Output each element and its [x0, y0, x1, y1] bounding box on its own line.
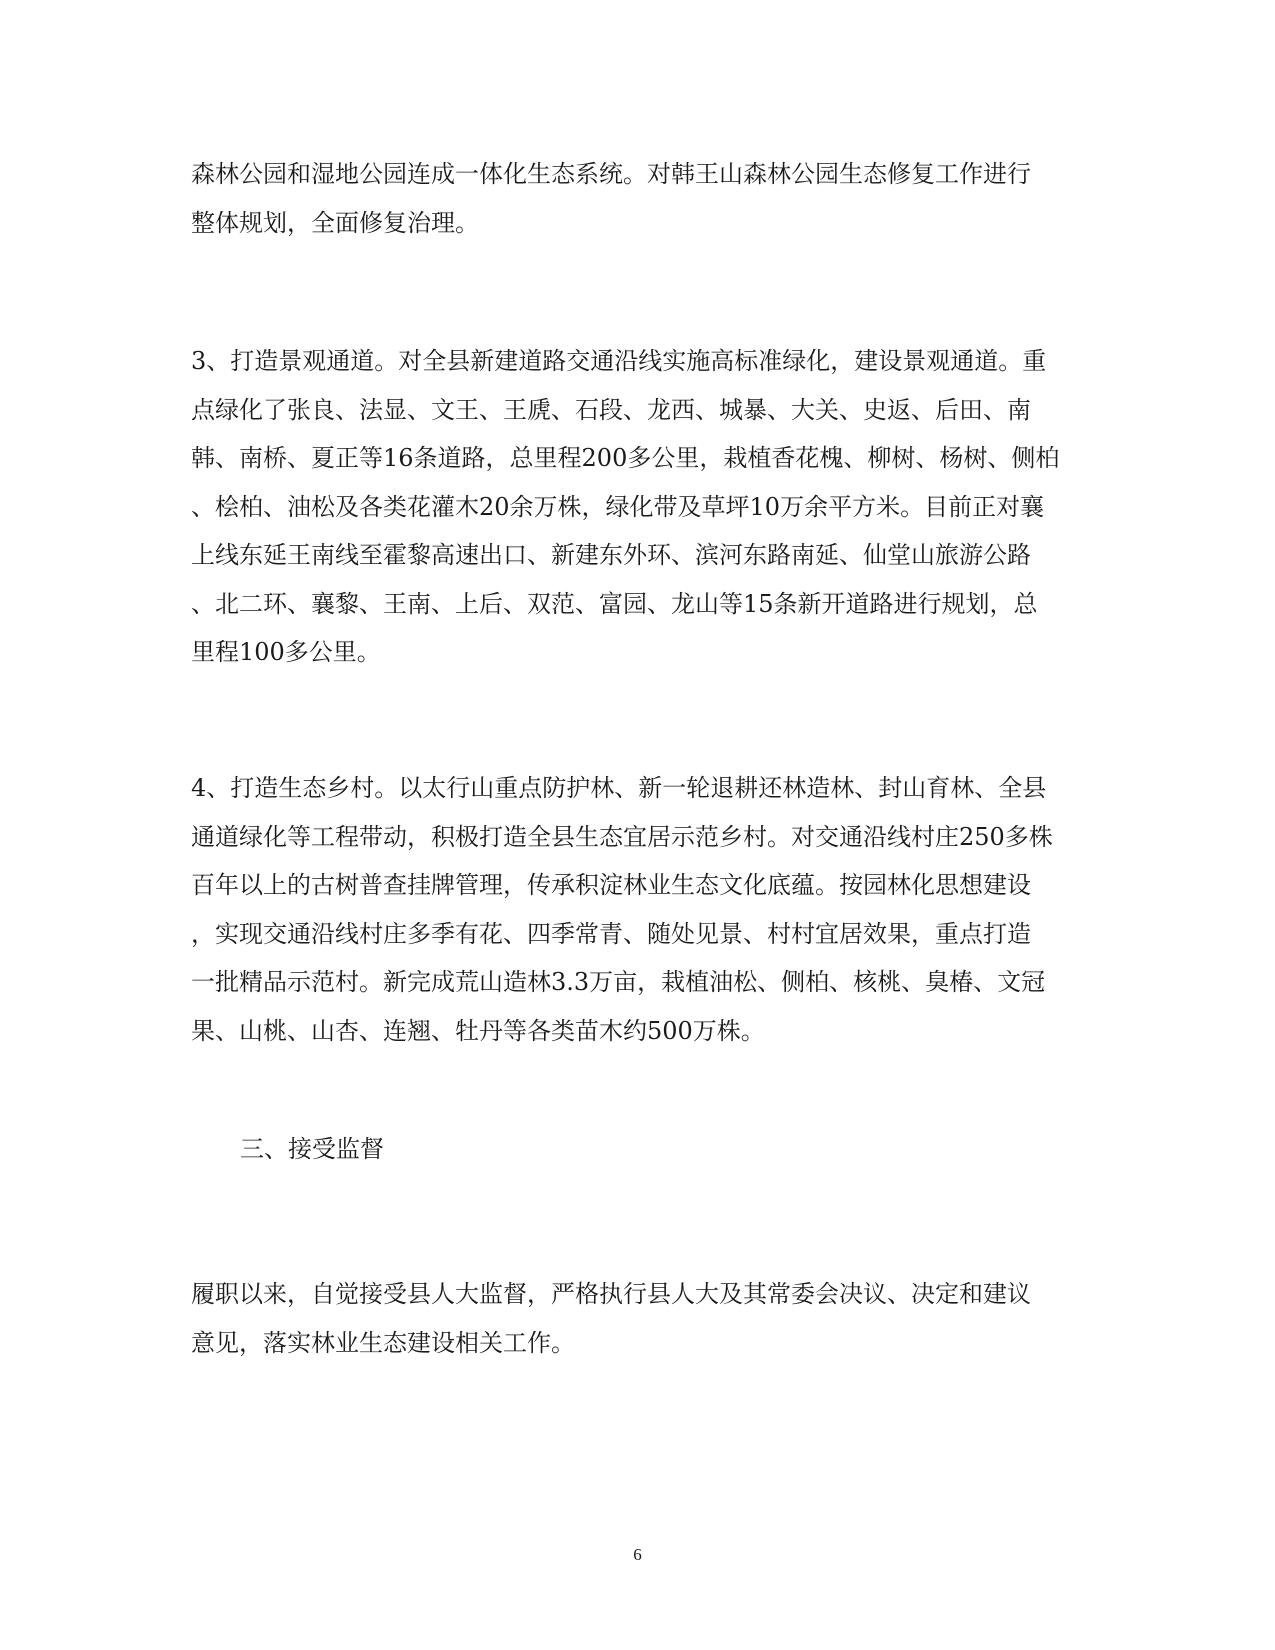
paragraph-landscape-corridor: [191, 337, 1081, 677]
paragraph-line: 、北二环、襄黎、王南、上后、双范、富园、龙山等15条新开道路进行规划，总: [191, 589, 1038, 618]
paragraph-line: 一批精品示范村。新完成荒山造林3.3万亩，栽植油松、侧柏、核桃、臭椿、文冠: [191, 968, 1046, 996]
paragraph-line: 百年以上的古树普查挂牌管理，传承积淀林业生态文化底蕴。按园林化思想建设: [191, 871, 1031, 899]
paragraph-line: 里程100多公里。: [191, 638, 381, 666]
section-heading: 三、接受监督: [240, 1135, 384, 1163]
paragraph-line: 、桧柏、油松及各类花灌木20余万株，绿化带及草坪10万余平方米。目前正对襄: [191, 492, 1045, 521]
paragraph-line: 履职以来，自觉接受县人大监督，严格执行县人大及其常委会决议、决定和建议: [191, 1280, 1031, 1308]
paragraph-line: 3、打造景观通道。对全县新建道路交通沿线实施高标准绿化，建设景观通道。重: [191, 347, 1047, 375]
paragraph-line: 通道绿化等工程带动，积极打造全县生态宜居示范乡村。对交通沿线村庄250多株: [191, 822, 1053, 851]
paragraph-line: 森林公园和湿地公园连成一体化生态系统。对韩王山森林公园生态修复工作进行: [191, 160, 1031, 188]
paragraph-line: 韩、南桥、夏正等16条道路，总里程200多公里，栽植香花槐、柳树、杨树、侧柏: [191, 444, 1060, 472]
paragraph-forest-park: [191, 150, 1081, 247]
paragraph-line: 上线东延王南线至霍黎高速出口、新建东外环、滨河东路南延、仙堂山旅游公路: [191, 541, 1031, 569]
paragraph-line: ，实现交通沿线村庄多季有花、四季常青、随处见景、村村宜居效果，重点打造: [191, 919, 1031, 948]
paragraph-line: 4、打造生态乡村。以太行山重点防护林、新一轮退耕还林造林、封山育林、全县: [191, 774, 1047, 802]
paragraph-supervision: [191, 1270, 1081, 1367]
paragraph-line: 整体规划，全面修复治理。: [191, 208, 479, 237]
paragraph-line: 果、山桃、山杏、连翘、牡丹等各类苗木约500万株。: [191, 1016, 765, 1045]
page-number: 6: [633, 1545, 642, 1564]
paragraph-line: 意见，落实林业生态建设相关工作。: [191, 1328, 575, 1357]
paragraph-ecological-village: [191, 764, 1081, 1055]
paragraph-line: 点绿化了张良、法显、文王、王虒、石段、龙西、城暴、大关、史返、后田、南: [191, 395, 1031, 424]
